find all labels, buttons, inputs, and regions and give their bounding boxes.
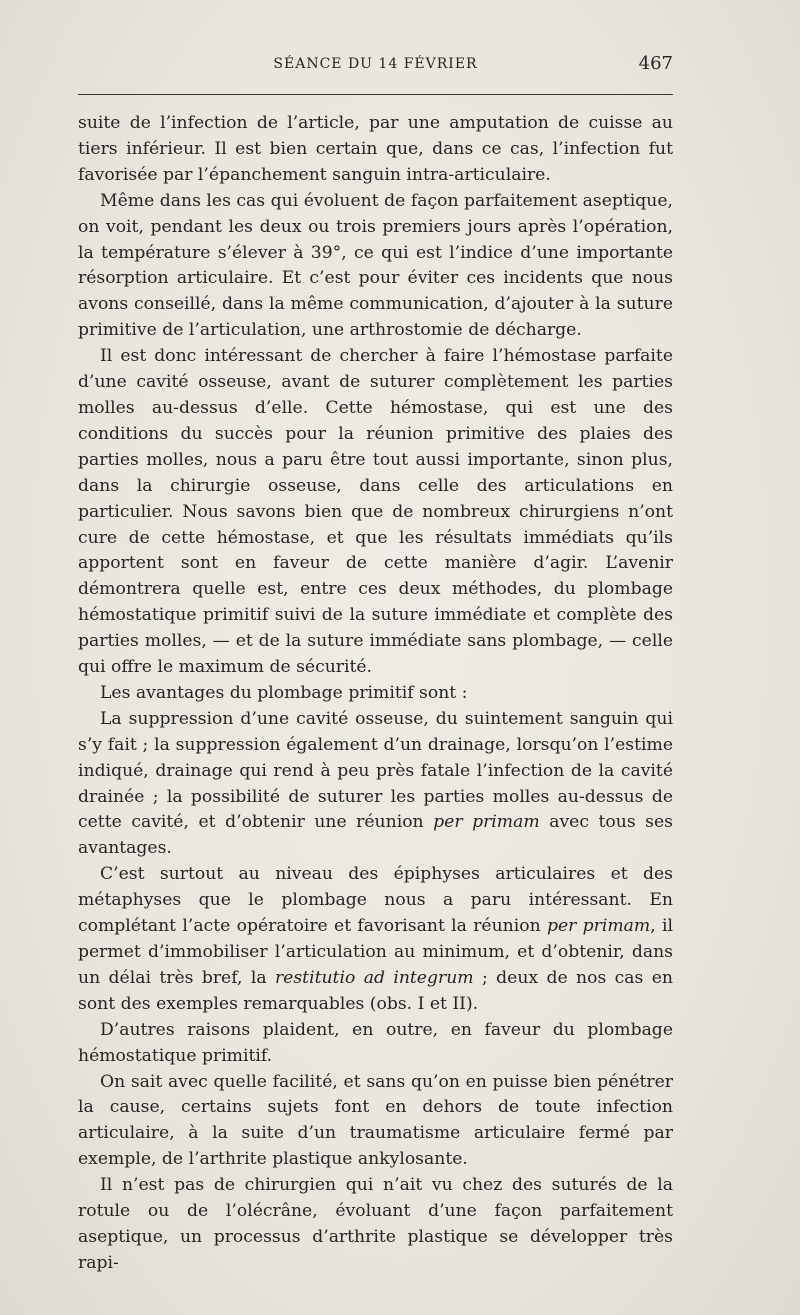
text-run: ; deux de nos cas en sont des exemples remarquables (obs. I et II).: [78, 967, 673, 1014]
text-run: Il est donc intéressant de chercher à faire l’hémostase parfaite d’une cavité osseuse, avant de suturer complètement les parties molles au-dessus d’elle. Cette hémostase, qui est une des conditions du succès pour la réunion primitive des plaies des parties molles, nous a paru être tout aussi importante, sinon plus, dans la chirurgie osseuse, dans celle des articulations en particulier. Nous savons bien que de nombreux chirurgiens n’ont cure de cette hémostase, et que les résultats immédiats qu’ils apportent sont en faveur de cette manière d’agir. L’avenir démontrera quelle est, entre ces deux méthodes, du plombage hémostatique primitif suivi de la suture immédiate et complète des parties molles, — et de la suture immédiate sans plombage, — celle qui offre le maximum de sécurité.: [78, 346, 673, 678]
header-rule: [78, 94, 673, 95]
paragraph: [78, 707, 673, 862]
paragraph: [78, 1018, 673, 1070]
text-run: avec tous ses avantages.: [78, 812, 673, 859]
paragraph: [78, 189, 673, 344]
paragraph: [78, 681, 673, 707]
text-run: D’autres raisons plaident, en outre, en faveur du plombage hémostatique primitif.: [78, 1019, 673, 1066]
running-title: SÉANCE DU 14 FÉVRIER: [273, 56, 478, 72]
text-run: suite de l’infection de l’article, par une amputation de cuisse au tiers inférieur. Il est bien certain que, dans ce cas, l’infection fut favorisée par l’épanchement sanguin intra-articulaire.: [78, 113, 673, 185]
page-number: 467: [638, 53, 673, 74]
paragraph: [78, 1070, 673, 1174]
text-run: Il n’est pas de chirurgien qui n’ait vu chez des suturés de la rotule ou de l’olécrâne, évoluant d’une façon parfaitement aseptique, un processus d’arthrite plastique se développer très rapi-: [78, 1175, 673, 1273]
text-run: , il permet d’immobiliser l’articulation au minimum, et d’obtenir, dans un délai très bref, la: [78, 916, 674, 988]
paragraph: [78, 862, 673, 1017]
italic-phrase: restitutio ad integrum: [274, 967, 474, 988]
body-text: [78, 111, 673, 1277]
italic-phrase: per primam: [546, 916, 651, 937]
text-run: On sait avec quelle facilité, et sans qu’on en puisse bien pénétrer la cause, certains sujets font en dehors de toute infection articulaire, à la suite d’un traumatisme articulaire fermé par exemple, de l’arthrite plastique ankylosante.: [78, 1071, 673, 1170]
page-header: [78, 50, 673, 74]
text-run: Les avantages du plombage primitif sont :: [100, 682, 468, 703]
text-run: La suppression d’une cavité osseuse, du suintement sanguin qui s’y fait ; la suppression également d’un drainage, lorsqu’on l’estime indiqué, drainage qui rend à peu près fatale l’infection de la cavité drainée ; la possibilité de suturer les parties molles au-dessus de cette cavité, et d’obtenir une réunion: [78, 708, 673, 833]
paragraph: [78, 111, 673, 189]
italic-phrase: per primam: [433, 812, 540, 833]
text-run: C’est surtout au niveau des épiphyses articulaires et des métaphyses que le plombage nous a paru intéressant. En complétant l’acte opératoire et favorisant la réunion: [78, 864, 673, 937]
text-run: Même dans les cas qui évoluent de façon parfaitement aseptique, on voit, pendant les deux ou trois premiers jours après l’opération, la température s’élever à 39°, ce qui est l’indice d’une importante résorption articulaire. Et c’est pour éviter ces incidents que nous avons conseillé, dans la même communication, d’ajouter à la suture primitive de l’articulation, une arthrostomie de décharge.: [78, 190, 673, 341]
paragraph: [78, 344, 673, 681]
paragraph: [78, 1173, 673, 1277]
